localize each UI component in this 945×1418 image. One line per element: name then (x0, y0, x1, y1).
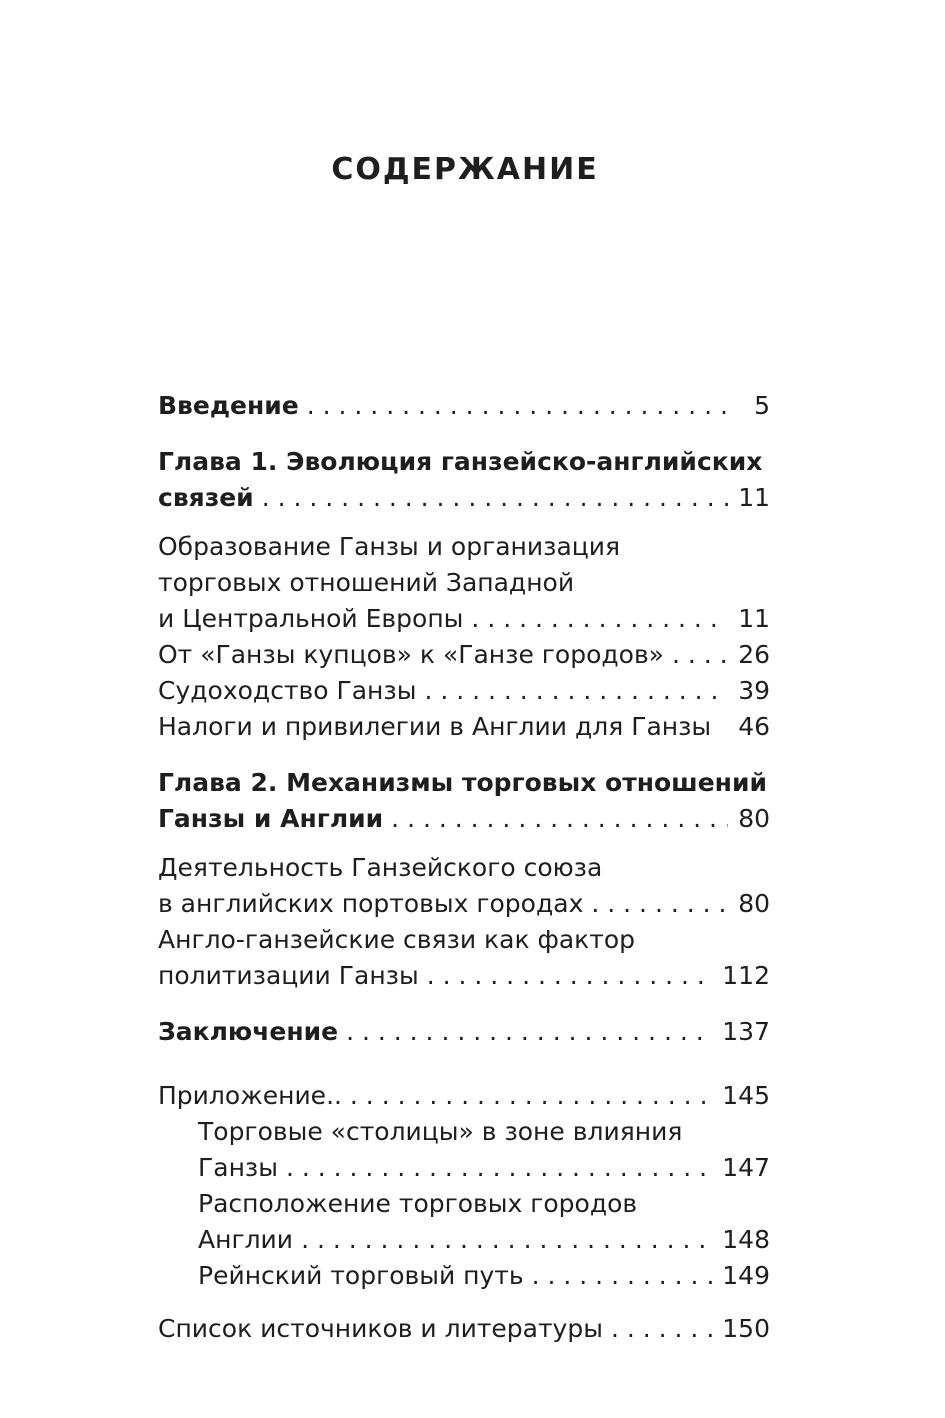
toc-entry-label: Ганзы и Англии (158, 804, 384, 833)
toc-entry-label: Рейнский торговый путь (198, 1261, 524, 1290)
toc-entry-appendix-item[interactable] (158, 1258, 770, 1294)
toc-entry-conclusion[interactable] (158, 1014, 770, 1050)
table-of-contents (158, 388, 770, 1347)
toc-entry-label: Приложение. (158, 1081, 335, 1110)
toc-entry-appendix[interactable] (158, 1078, 770, 1114)
toc-entry-label: политизации Ганзы (158, 961, 419, 990)
toc-entry-label: Торговые «столицы» в зоне влияния (198, 1117, 683, 1146)
toc-page-number: 150 (722, 1314, 770, 1343)
toc-leader-dots (611, 1311, 712, 1347)
toc-entry-section[interactable] (158, 673, 770, 709)
toc-entry-label: От «Ганзы купцов» к «Ганзе городов» (158, 640, 664, 669)
toc-page-number: 46 (738, 712, 770, 741)
toc-page-number: 80 (738, 804, 770, 833)
toc-page-number: 149 (722, 1261, 770, 1290)
toc-leader-dots (391, 801, 728, 837)
toc-entry-chapter-1[interactable] (158, 444, 770, 516)
toc-page-number: 26 (738, 640, 770, 669)
toc-leader-dots (286, 1150, 712, 1186)
toc-page-number: 39 (738, 676, 770, 705)
toc-leader-dots (424, 673, 728, 709)
toc-entry-label: Ганзы (198, 1153, 278, 1182)
toc-entry-section[interactable] (158, 850, 770, 922)
toc-entry-label: Заключение (158, 1017, 339, 1046)
toc-page-number: 147 (722, 1153, 770, 1182)
toc-entry-label: Глава 1. Эволюция ганзейско-английских (158, 447, 763, 476)
toc-leader-dots (427, 958, 713, 994)
toc-entry-appendix-item[interactable] (158, 1114, 770, 1186)
toc-page-number: 11 (738, 483, 770, 512)
toc-page-number: 80 (738, 889, 770, 918)
toc-leader-dots (591, 886, 728, 922)
toc-entry-label: и Центральной Европы (158, 604, 464, 633)
toc-entry-section[interactable] (158, 637, 770, 673)
toc-entry-section[interactable] (158, 922, 770, 994)
toc-page-number: 11 (738, 604, 770, 633)
toc-entry-label: Деятельность Ганзейского союза (158, 853, 603, 882)
toc-page-number: 112 (722, 961, 770, 990)
toc-entry-sources[interactable] (158, 1311, 770, 1347)
toc-entry-appendix-item[interactable] (158, 1186, 770, 1258)
toc-entry-label: Англо-ганзейские связи как фактор (158, 925, 636, 954)
toc-leader-dots (672, 637, 728, 673)
page-title: СОДЕРЖАНИЕ (331, 152, 599, 187)
toc-page-number: 148 (722, 1225, 770, 1254)
toc-entry-label: в английских портовых городах (158, 889, 584, 918)
toc-leader-dots (471, 601, 728, 637)
toc-page-number: 145 (722, 1081, 770, 1110)
toc-entry-label: Глава 2. Механизмы торговых отношений (158, 768, 767, 797)
toc-leader-dots (346, 1014, 712, 1050)
toc-entry-section[interactable] (158, 529, 770, 637)
toc-entry-label: торговых отношений Западной (158, 568, 575, 597)
toc-leader-dots (262, 480, 728, 516)
toc-entry-label: Образование Ганзы и организация (158, 532, 621, 561)
toc-entry-chapter-2[interactable] (158, 765, 770, 837)
toc-entry-label: Налоги и привилегии в Англии для Ганзы (158, 712, 712, 741)
toc-entry-label: Судоходство Ганзы (158, 676, 417, 705)
toc-leader-dots (307, 388, 730, 424)
toc-entry-label: Введение (158, 391, 299, 420)
toc-entry-label: Список источников и литературы (158, 1314, 603, 1343)
toc-entry-label: Англии (198, 1225, 294, 1254)
toc-page-number: 137 (722, 1017, 770, 1046)
toc-leader-dots (334, 1078, 712, 1114)
toc-entry-label: Расположение торговых городов (198, 1189, 638, 1218)
toc-page-number: 5 (754, 391, 770, 420)
toc-leader-dots (532, 1258, 713, 1294)
toc-entry-section[interactable] (158, 709, 770, 745)
toc-entry-intro[interactable] (158, 388, 770, 424)
toc-entry-label: связей (158, 483, 254, 512)
toc-leader-dots (301, 1222, 712, 1258)
